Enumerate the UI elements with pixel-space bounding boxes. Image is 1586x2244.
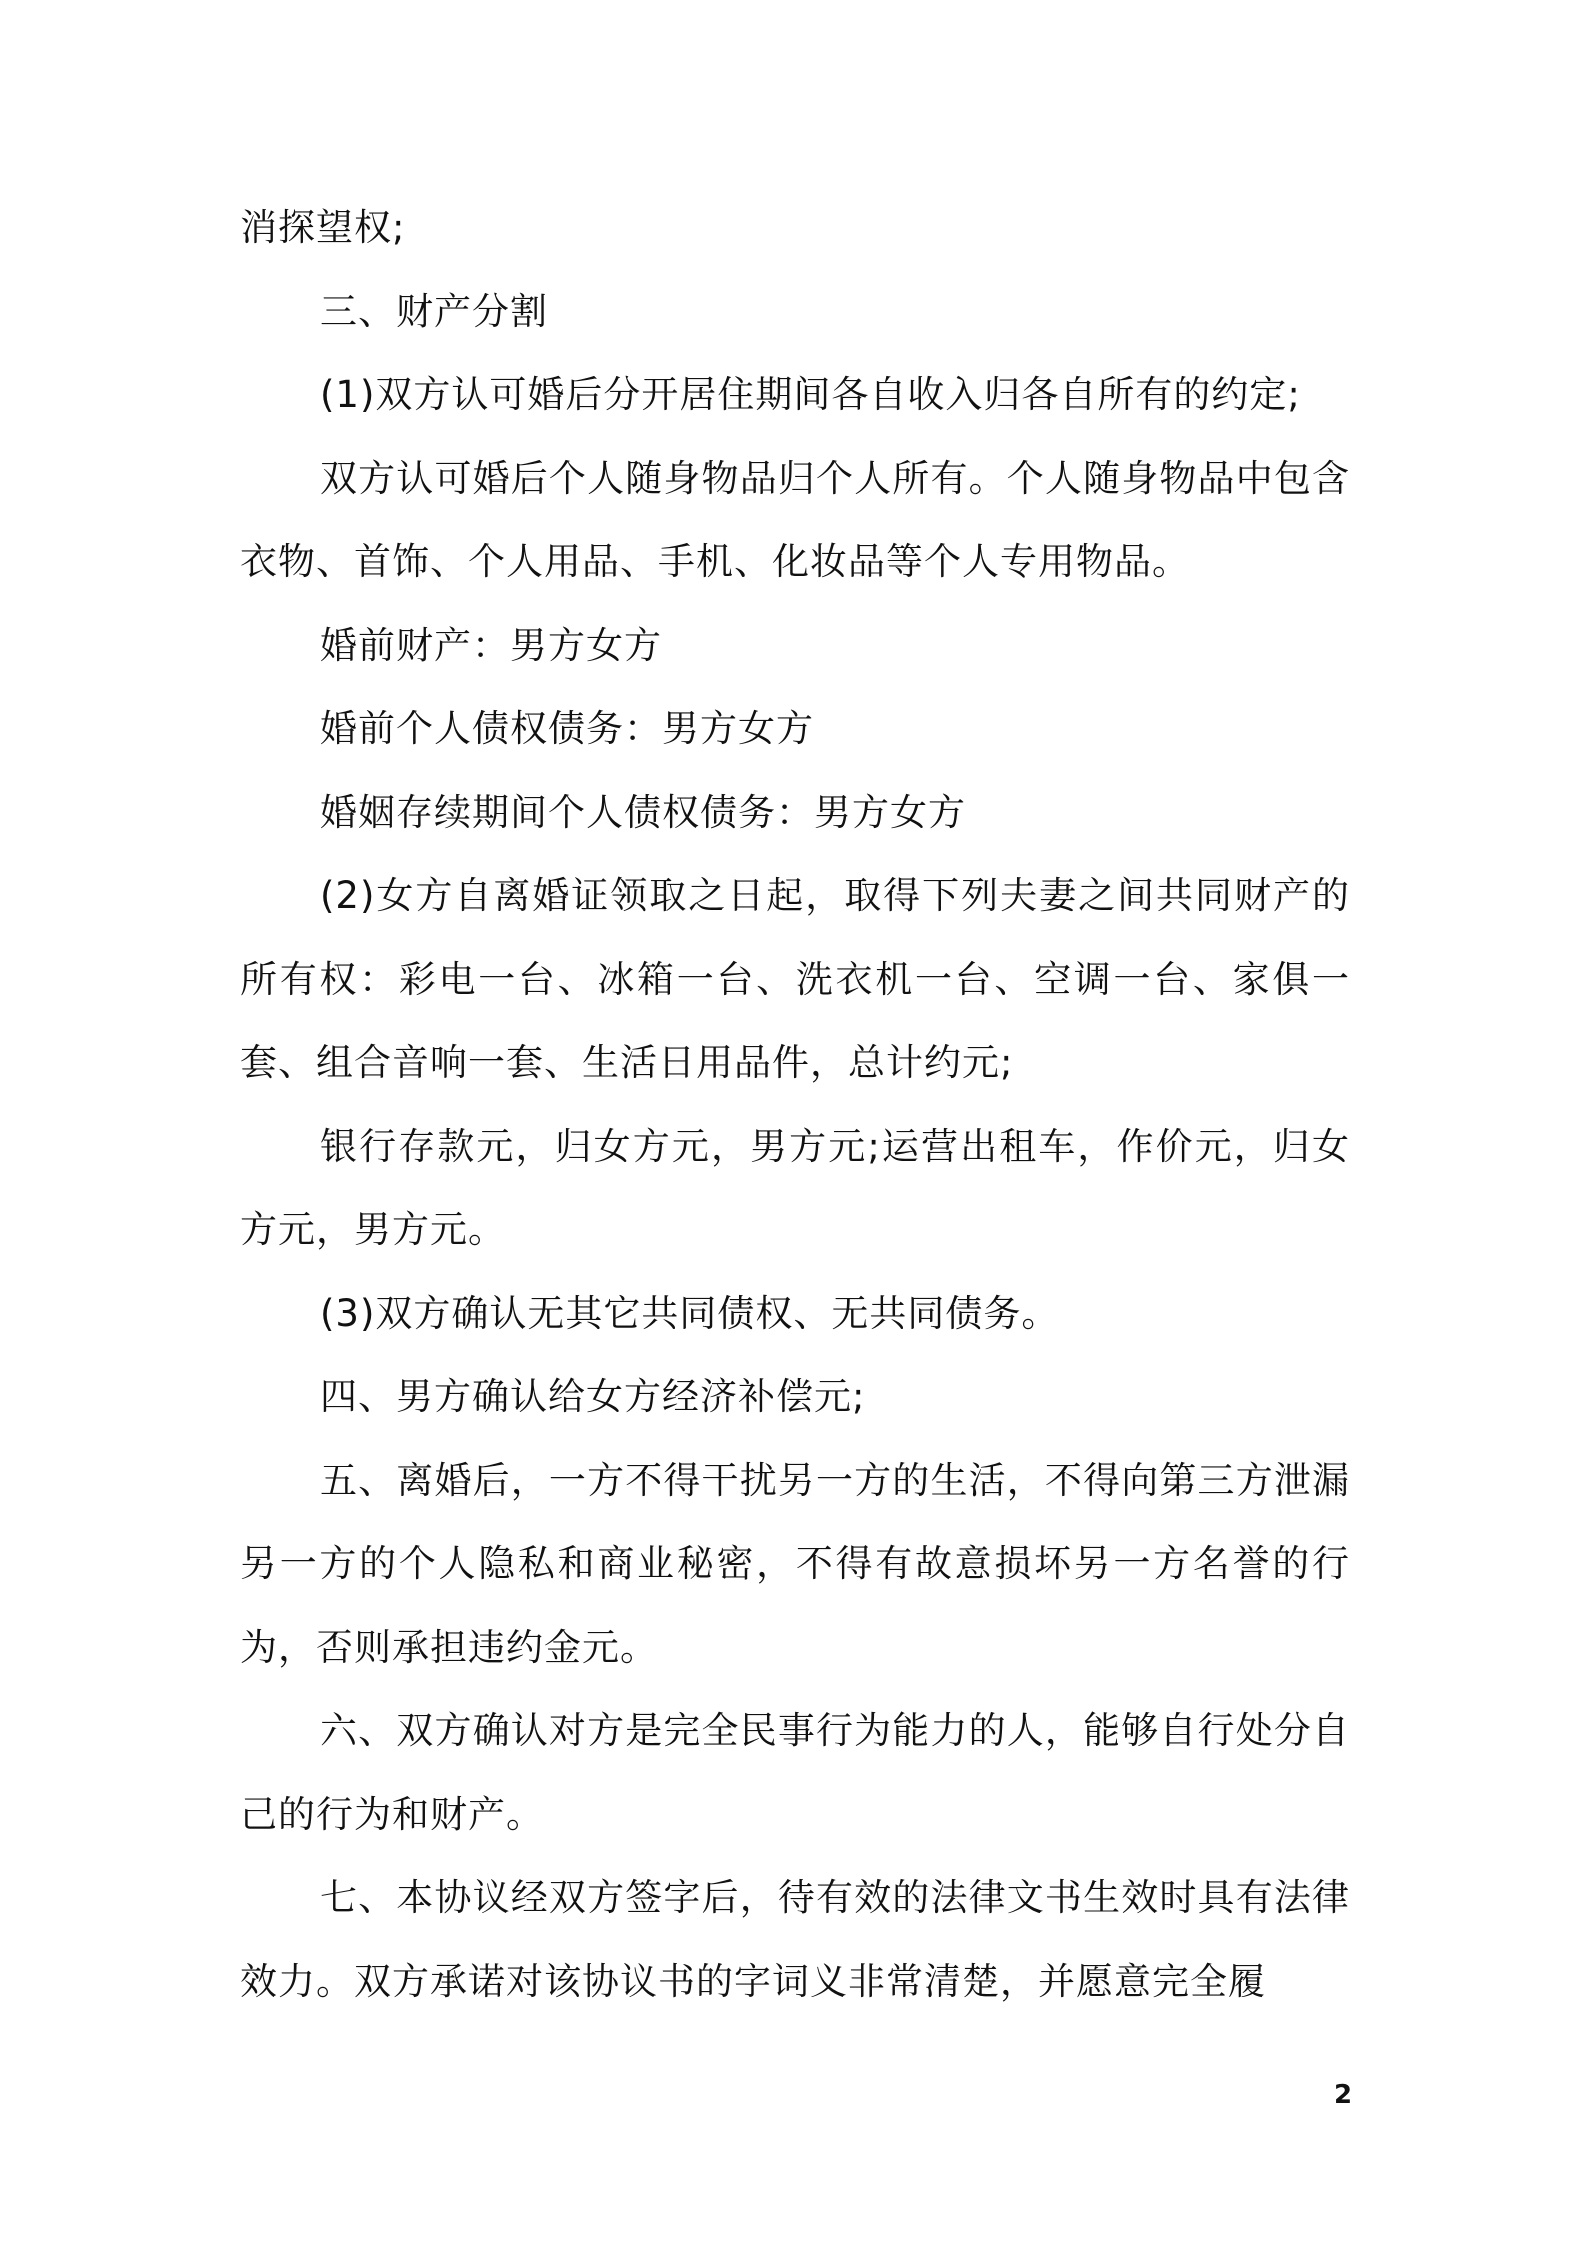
paragraph-bank-deposit: 银行存款元，归女方元，男方元;运营出租车，作价元，归女方元，男方元。 — [240, 1124, 1350, 1251]
paragraph-clause-3: (3)双方确认无其它共同债权、无共同债务。 — [320, 1291, 1060, 1335]
paragraph-premarital-debts: 婚前个人债权债务：男方女方 — [320, 707, 814, 750]
paragraph-continuation: 消探望权; — [240, 206, 406, 249]
paragraph-clause-2: (2)女方自离婚证领取之日起，取得下列夫妻之间共同财产的所有权：彩电一台、冰箱一台、洗衣机一台、空调一台、家俱一套、组合音响一套、生活日用品件，总计约元; — [240, 874, 1350, 1084]
paragraph-premarital-property: 婚前财产：男方女方 — [320, 623, 662, 667]
section-heading-capacity: 六、双方确认对方是完全民事行为能力的人，能够自行处分自己的行为和财产。 — [240, 1709, 1350, 1836]
document-body — [240, 186, 1350, 2023]
paragraph-clause-1: (1)双方认可婚后分开居住期间各自收入归各自所有的约定; — [320, 373, 1301, 416]
paragraph-marital-debts: 婚姻存续期间个人债权债务：男方女方 — [320, 790, 966, 834]
paragraph-personal-items: 双方认可婚后个人随身物品归个人所有。个人随身物品中包含衣物、首饰、个人用品、手机、化妆品等个人专用物品。 — [240, 456, 1350, 583]
section-heading-compensation: 四、男方确认给女方经济补偿元; — [320, 1375, 866, 1418]
page-number: 2 — [1334, 2080, 1353, 2110]
section-heading-non-interference: 五、离婚后，一方不得干扰另一方的生活，不得向第三方泄漏另一方的个人隐私和商业秘密，不得有故意损坏另一方名誉的行为，否则承担违约金元。 — [240, 1458, 1350, 1669]
section-heading-effectiveness: 七、本协议经双方签字后，待有效的法律文书生效时具有法律效力。双方承诺对该协议书的字词义非常清楚，并愿意完全履 — [240, 1876, 1350, 2003]
section-heading-property-division: 三、财产分割 — [320, 289, 548, 333]
